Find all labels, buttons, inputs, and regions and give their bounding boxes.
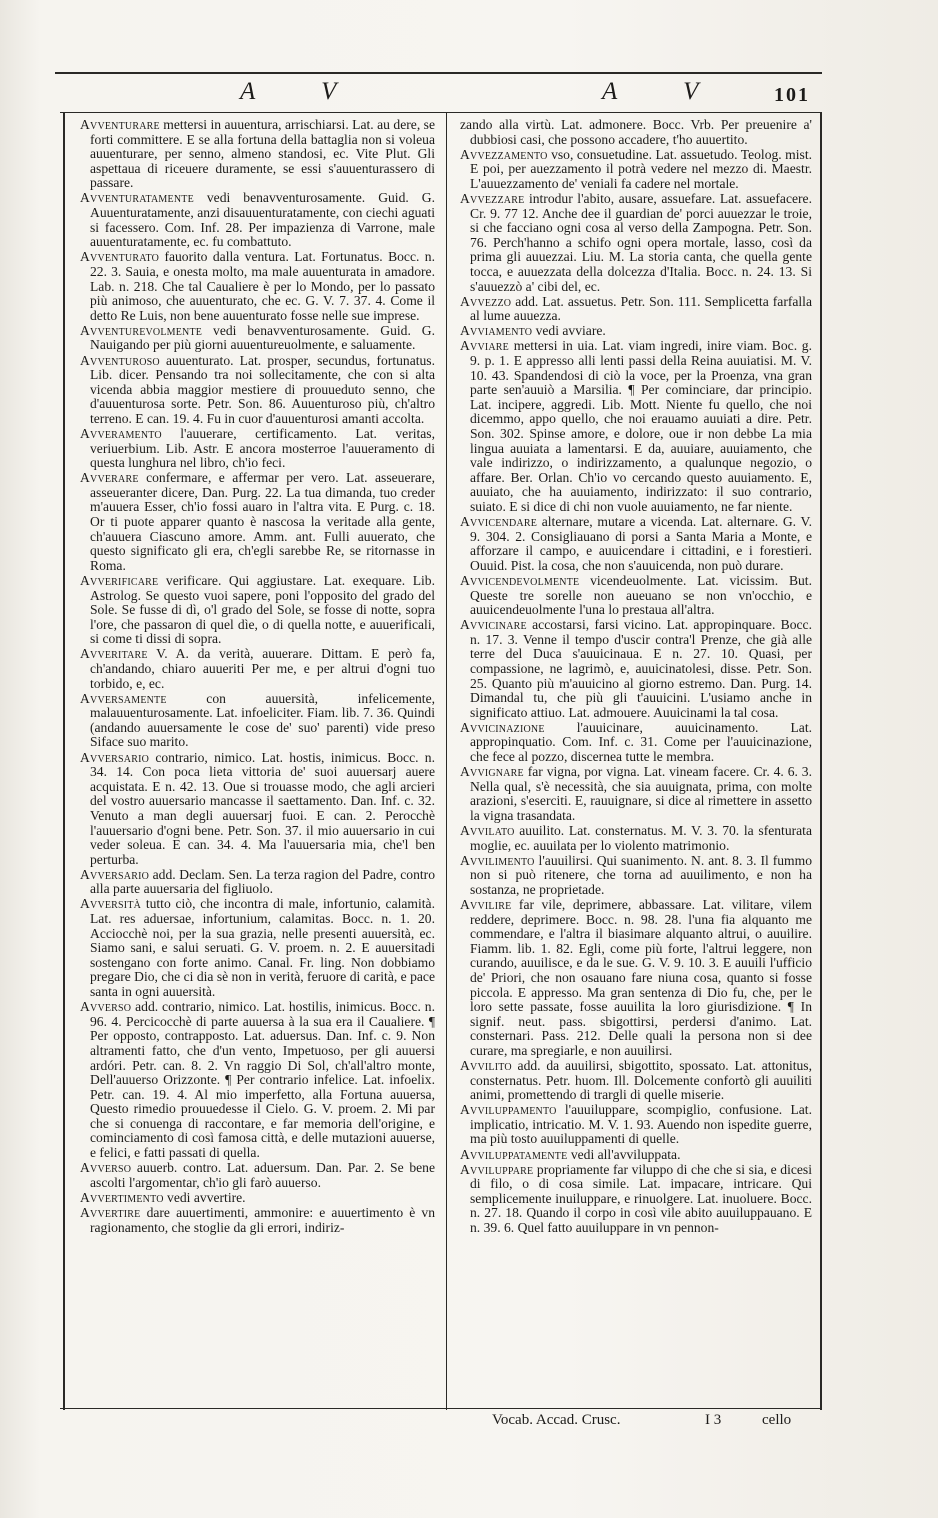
dictionary-entry [460, 1163, 812, 1236]
dictionary-entry [460, 295, 812, 324]
entry-definition: vedi benavventurosamente. Guid. G. Nauigando per più giorni auuentureuolmente, e saluamente. [90, 322, 435, 353]
dictionary-entry [80, 897, 435, 999]
entry-headword: Avvezzo [460, 293, 512, 309]
dictionary-entry [80, 191, 435, 249]
dictionary-entry [80, 354, 435, 427]
dictionary-entry [80, 692, 435, 750]
dictionary-entry [80, 118, 435, 191]
dictionary-entry [80, 1161, 435, 1190]
dictionary-entry [460, 1059, 812, 1103]
entry-headword: Avverificare [80, 572, 159, 588]
column-divider [446, 112, 447, 1410]
entry-definition: add. contrario, nimico. Lat. hostilis, inimicus. Bocc. n. 96. 4. Percicocchè di parte auuersa à la sua era il Caualiere. ¶ Per opposto, contrapposto. Lat. aduersus. Dan. Inf. c. 9. Non altramenti fatto, che d'un vento, Impetuoso, per gli auuersi ardóri. Petr. can. 8. 2. Vn raggio Di Sol, ch'all'altro monte, Dell'auuerso Orizzonte. ¶ Per contrario infelice. Lat. infoelix. Petr. can. 19. 4. Al mio imperfetto, alla Fortuna auuersa, Questo rimedio prouuedesse il Cielo. G. V. proem. 2. Mi par che si conuenga di raccontare, e far memoria dell'origine, e cominciamento di così famosa città, e delle mutazioni auuerse, e felici, e fatti passati di quella. [90, 999, 435, 1161]
dictionary-entry [80, 868, 435, 897]
entry-definition: l'auuicinare, auuicinamento. Lat. appropinquatio. Com. Inf. c. 31. Come per l'auuicinazione, che fece al pozzo, discernea tutte le membra. [470, 719, 812, 765]
entry-definition: vedi avviare. [532, 323, 606, 339]
dictionary-entry [460, 765, 812, 823]
entry-definition: dare auuertimenti, ammonire: e auuertimento è vn ragionamento, che stoglie da gli errori, indiriz- [90, 1204, 435, 1235]
running-head-left: A V [240, 78, 367, 105]
entry-headword: Avvicinare [460, 617, 527, 633]
dictionary-entry [80, 427, 435, 471]
dictionary-entry [460, 148, 812, 192]
entry-definition: verificare. Qui aggiustare. Lat. exequare. Lib. Astrolog. Se questo vuoi sapere, poni l'opposito del grado del Sole. Se fusse di dì, o'l grado del Sole, se fosse di notte, sopra l'ore, che passaron di quel dìe, o di quella notte, e auuerificali, si come ti dissi di sopra. [90, 572, 435, 647]
entry-headword: Avversario [80, 749, 150, 765]
entry-definition: auuilito. Lat. consternatus. M. V. 3. 70. la sfenturata moglie, ec. auuilata per lo violento matrimonio. [470, 823, 812, 853]
dictionary-entry [80, 751, 435, 868]
entry-definition: l'auuerare, certificamento. Lat. veritas, veriuerbium. Lib. Astr. E ancora mosterroe l'auueramento di questa lunghura nel libro, ch'io feci. [90, 425, 435, 471]
dictionary-entry [460, 515, 812, 573]
entry-definition: con auuersità, infelicemente, malauuenturosamente. Lat. infoeliciter. Fiam. lib. 7. 36. Quindi (andando auuersamente le cose de' suo' parenti) vide preso Siface suo marito. [90, 690, 435, 750]
entry-headword: Avveramento [80, 425, 162, 441]
entry-definition: mettersi in auuentura, arrischiarsi. Lat. au dere, se forti committere. E se alla fortuna della battaglia non si voleua auuenturare, per senno, almeno standosi, ec. Vite Plut. Gli aspettaua di riceuere duramente, se essi s'auuenturassero di passare. [90, 118, 435, 191]
entry-headword: Avvezzamento [460, 146, 548, 162]
entry-headword: Avventurevolmente [80, 322, 203, 338]
right-border [820, 112, 822, 1410]
entry-headword: Avvezzare [460, 190, 525, 206]
entry-headword: Avvicendevolmente [460, 572, 580, 588]
entry-headword: Avventurato [80, 249, 160, 265]
dictionary-entry [80, 1191, 435, 1206]
entry-definition: l'auuilirsi. Qui suanimento. N. ant. 8. 3. Il fummo non si può ritenere, che torna ad auuilimento, e non ha sostanza, ne proprietade. [470, 852, 812, 897]
entry-definition: add. Declam. Sen. La terza ragion del Padre, contro alla parte auuersaria del figliuolo. [90, 866, 435, 897]
entry-headword: Avventuratamente [80, 190, 194, 206]
entry-headword: Avviare [460, 338, 509, 354]
signature-line: Vocab. Accad. Crusc. [492, 1412, 621, 1428]
dictionary-entry [80, 250, 435, 323]
dictionary-entry [460, 1148, 812, 1163]
right-column [460, 118, 812, 1406]
entry-headword: Avventurare [80, 118, 160, 132]
dictionary-entry [80, 647, 435, 691]
entry-definition: l'auuiluppare, scompiglio, confusione. Lat. implicatio, intricatio. M. V. 1. 93. Auendo non ispedite guerre, ma più tosto auuiluppamenti di quelle. [470, 1102, 812, 1147]
entry-definition: vicendeuolmente. Lat. vicissim. But. Queste tre sorelle non aueuano se non vn'occhio, e auuicendeuolmente l'una lo prestaua all'altra. [470, 572, 812, 618]
top-rule [60, 112, 822, 113]
entry-definition: zando alla virtù. Lat. admonere. Bocc. Vrb. Per preuenire a' dubbiosi casi, che possono accadere, t'ho auuertito. [460, 118, 812, 147]
dictionary-entry [460, 118, 812, 147]
entry-headword: Avversità [80, 896, 142, 912]
entry-definition: V. A. da verità, auuerare. Dittam. E però fa, ch'andando, chiaro auueriti Per me, e per altrui d'ogni tuo torbido, e, ec. [90, 646, 435, 691]
catchword: cello [762, 1412, 792, 1428]
entry-headword: Avventuroso [80, 352, 160, 368]
entry-headword: Avveritare [80, 646, 148, 662]
entry-definition: far vigna, por vigna. Lat. vineam facere. Cr. 4. 6. 3. Nella qual, s'è necessità, che sia auuignata, prima, con molte arazioni, s'eserciti. E, rauuignare, si dice al rimettere in assetto la vigna trasandata. [470, 764, 812, 823]
entry-headword: Avvilato [460, 823, 515, 838]
entry-definition: vedi all'avviluppata. [567, 1146, 681, 1162]
dictionary-entry [80, 471, 435, 573]
entry-definition: tutto ciò, che incontra di male, infortunio, calamità. Lat. res aduersae, infortunium, calamitas. Bocc. n. 1. 20. Acciocchè noi, per la sua grazia, nelle presenti auuersità, ec. Siamo sani, e salui seruati. G. V. proem. n. 2. E auuersitadi sostengano con forte animo. Canal. Fr. ling. Non dobbiamo pregare Dio, che ci dia sè non in verità, feruore di carità, e pace santa in ogni auuersità. [90, 896, 435, 1000]
entry-headword: Avverso [80, 999, 132, 1015]
entry-definition: introdur l'abito, ausare, assuefare. Lat. assuefacere. Cr. 9. 77 12. Anche dee il guardian de' porci auuezzar le troie, si che facciano ogni cosa al verso della Zampogna. Petr. Son. 76. Perch'hanno a schifo ogni opera mortale, lasso, così da prima gli auuezzai. Liu. M. La storia canta, che quella gente tocca, e auuezzata della dolcezza d'Italia. Bocc. n. 24. 13. Si s'auuezzò a' cibi del, ec. [470, 190, 812, 294]
entry-definition: auuenturato. Lat. prosper, secundus, fortunatus. Lib. dicer. Pensando tra noi sollecitamente, che con si alta vicenda abbia maggior mestiere di prouueduto senno, che d'auuenturosa sorte. Petr. Son. 86. Auuenturoso più, ch'altro terreno. E can. 19. 4. Fu in cuor d'auuenturosi amanti accolta. [90, 352, 435, 426]
entry-definition: fauorito dalla ventura. Lat. Fortunatus. Bocc. n. 22. 3. Sauia, e onesta molto, ma male auuenturata in amadore. Lab. n. 218. Che tal Caualiere è per lo Mondo, per lo passato più animoso, che auuenturato, che ec. G. V. 7. 37. 4. Come il detto Re Luis, non bene auuenturato fosse nelle sue imprese. [90, 249, 435, 323]
entry-definition: propriamente far viluppo di che che si sia, e dicesi di filo, o di cosa simile. Lat. impacare, intricare. Qui semplicemente inuiluppare, e rinuolgere. Lat. inuoluere. Bocc. n. 27. 18. Quando il corpo in così vile abito auuiluppauano. E n. 39. 6. Quel fatto auuiluppare in vn pennon- [470, 1161, 812, 1236]
dictionary-entry [460, 192, 812, 294]
dictionary-entry [460, 1103, 812, 1147]
entry-definition: vedi avvertire. [163, 1189, 246, 1205]
entry-headword: Avvertire [80, 1204, 141, 1220]
entry-definition: accostarsi, farsi vicino. Lat. appropinquare. Bocc. n. 17. 3. Venne il tempo d'uscir contra'l Prenze, che già alle terre del Duca s'auuicinaua. E n. 27. 10. Quasi, per compassione, ne lagrimò, e, auuicinatolesi, disse. Petr. Son. 25. Quanto più m'auuicino al giorno estremo. Dan. Purg. 14. Dimandal tu, che più gli t'auuicini. L'usiamo anche in significato attiuo. Lat. admouere. Auuicinami la tal cosa. [470, 617, 812, 720]
entry-definition: confermare, e affermar per vero. Lat. asseuerare, asseueranter dicere, Dan. Purg. 22. La tua dimanda, tuo creder m'auuera Esser, ch'io fossi auaro in l'altra vita. E Purg. c. 18. Or ti puote apparer quanto è nascosa la veritade alla gente, ch'auuera Ciascuno amore. Amm. ant. Fulli auuerato, che questo significato gli era, ch'egli sarebbe Re, se ritornasse in Roma. [90, 470, 435, 573]
entry-headword: Avverso [80, 1160, 132, 1176]
left-column [80, 118, 435, 1406]
entry-definition: vedi benavventurosamente. Guid. G. Auuenturatamente, anzi disauuenturatamente, con ciechi aguati si facessero. Com. Inf. 28. Per impazienza di Varrone, male auuenturatamente, ec. fu combattuto. [90, 190, 435, 250]
dictionary-entry [460, 339, 812, 514]
entry-headword: Avvilimento [460, 852, 535, 868]
entry-definition: contrario, nimico. Lat. hostis, inimicus. Bocc. n. 34. 14. Con poca lieta vittoria de' suoi auuersarj auere acquistata. E n. 42. 13. Oue si trouasse modo, che agli arcieri del vostro auuersario mancasse il saettamento. Dan. Inf. c. 32. Venuto a man degli auuersarj fuoi. E can. 2. Perocchè l'auuersario d'ogni bene. Petr. Son. 37. il mio auuersario in cui veder soleua. E can. 34. 4. Ma l'auuersaria mia, che'l ben perturba. [90, 749, 435, 867]
running-head-right: A V [602, 78, 729, 105]
signature-mark: I 3 [705, 1412, 722, 1428]
dictionary-entry [80, 324, 435, 353]
entry-headword: Avversamente [80, 690, 167, 706]
dictionary-entry [80, 1206, 435, 1235]
entry-definition: add. da auuilirsi, sbigottito, spossato. Lat. attonitus, consternatus. Petr. huom. Ill. Dolcemente confortò gli auuiliti animi, promettendo di trargli di quelle miserie. [470, 1058, 812, 1103]
entry-headword: Avviamento [460, 323, 533, 339]
dictionary-entry [460, 574, 812, 618]
entry-definition: auuerb. contro. Lat. aduersum. Dan. Par. 2. Se bene ascolti l'argomentar, ch'io gli farò auuerso. [90, 1160, 435, 1190]
page-number: 101 [774, 84, 810, 106]
entry-headword: Avvicendare [460, 514, 538, 530]
entry-headword: Avvilito [460, 1058, 512, 1073]
bottom-rule [60, 1408, 822, 1409]
entry-headword: Avviluppamento [460, 1102, 557, 1118]
entry-definition: mettersi in uia. Lat. viam ingredi, inire viam. Boc. g. 9. p. 1. E appresso alli lenti passi della Reina auuiatisi. M. V. 10. 43. Spandendosi di ciò la voce, per la Proenza, vna gran parte sen'auuiò a Marsilia. ¶ Per cominciare, dar principio. Lat. incipere, aggredi. Lib. Mott. Niente fu quello, che noi dicemmo, appo quello, che noi erauamo auuiati a dire. Petr. Son. 302. Spinse amore, e dolore, oue ir non debbe La mia lingua auuiata a lamentarsi. E da, auuiare, auuiamento, che vale indirizzo, o indirizzamento, a qualunque negozio, o affare. Ber. Orlan. Ch'io vo cercando questo auuiamento. E, auuiato, che ha auuiamento, indirizzato: il suo contrario, suiato. E si dice di chi non vuole auuiamento, ne far niente. [470, 338, 812, 514]
left-border [63, 112, 65, 1410]
dictionary-entry [460, 824, 812, 853]
entry-headword: Avvicinazione [460, 719, 545, 735]
dictionary-entry [460, 854, 812, 898]
entry-definition: add. Lat. assuetus. Petr. Son. 111. Semplicetta farfalla al lume auuezza. [470, 293, 812, 324]
dictionary-entry [460, 618, 812, 720]
entry-headword: Avverare [80, 470, 139, 486]
entry-headword: Avvignare [460, 764, 524, 780]
entry-definition: vso, consuetudine. Lat. assuetudo. Teolog. mist. E poi, per auezzamento il potrà vedere nel mezzo di. Maestr. L'auuezzamento de' veniali fa cadere nel mortale. [470, 146, 812, 191]
entry-headword: Avvilire [460, 896, 512, 912]
dictionary-entry [80, 574, 435, 647]
entry-definition: alternare, mutare a vicenda. Lat. alternare. G. V. 9. 304. 2. Consigliauano di porsi a Santa Maria a Monte, e afforzare il campo, e auuicendare i cittadini, e i forestieri. Ouuid. Pist. la cosa, che non s'auuicenda, non può durare. [470, 514, 812, 573]
dictionary-entry [80, 1000, 435, 1161]
entry-headword: Avviluppatamente [460, 1146, 568, 1162]
dictionary-entry [460, 721, 812, 765]
dictionary-entry [460, 898, 812, 1059]
entry-definition: far vile, deprimere, abbassare. Lat. vilitare, vilem reddere, deprimere. Bocc. n. 98. 28. l'una fia alquanto me commendare, e l'altra il biasimare alquanto altrui, o auuilire. Fiamm. lib. 1. 82. Egli, come più forte, l'altrui leggere, non curando, auuilisce, e da le sue. G. V. 9. 10. 3. E auuili l'ufficio de' Priori, che non osauano fare niuna cosa, quanto si fosse piccola. E appresso. Ma gran sentenza di Dio fu, che, per le loro sette passate, fosse auuilita la loro giurisdizione. ¶ In signif. neut. pass. sbigottirsi, perdersi d'animo. Lat. consternari. Pass. 212. Delle quali la persona non si dee curare, ma spregiarle, e non auuilirsi. [470, 896, 812, 1058]
entry-headword: Avvertimento [80, 1189, 164, 1205]
entry-headword: Avversario [80, 866, 150, 882]
dictionary-entry [460, 324, 812, 339]
entry-headword: Avviluppare [460, 1161, 534, 1177]
